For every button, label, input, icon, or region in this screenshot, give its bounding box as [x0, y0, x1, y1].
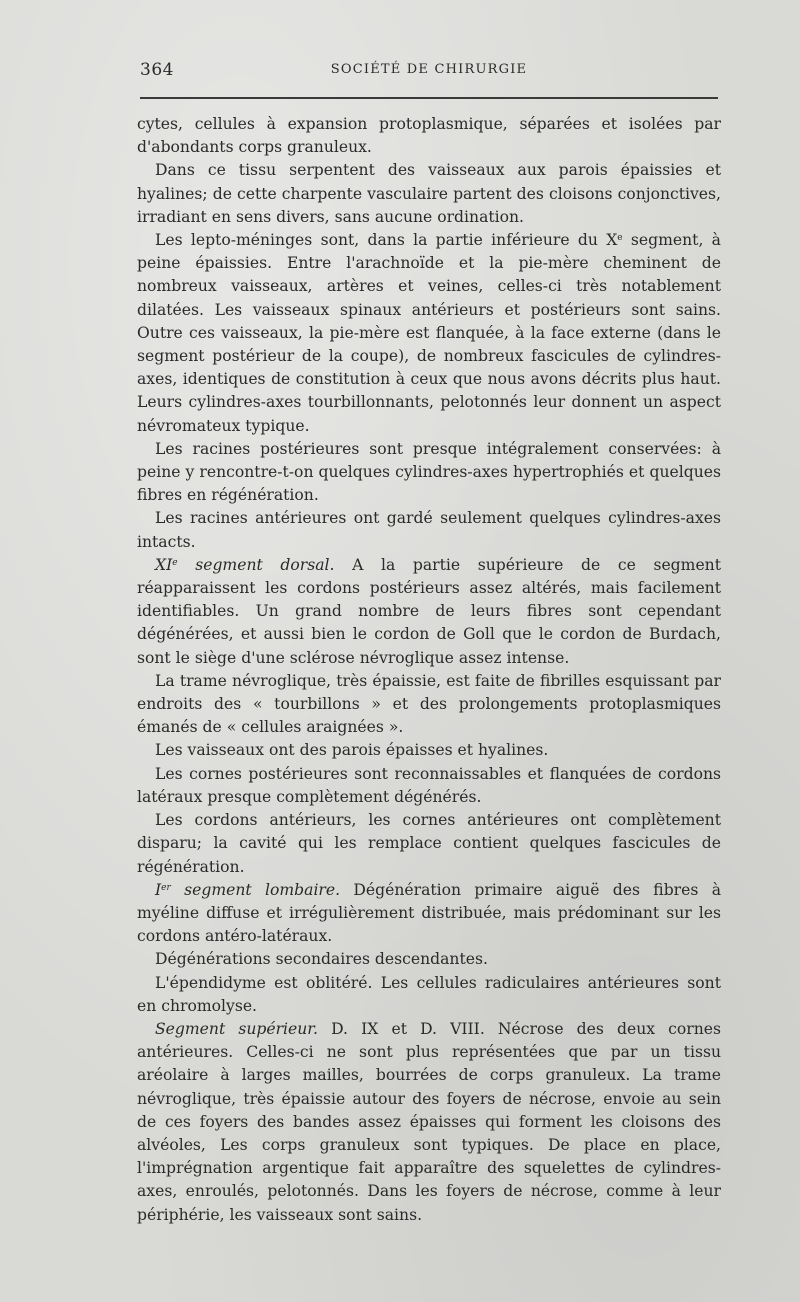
paragraph: Les racines postérieures sont presque intégralement conservées: à peine y rencontre-t-on quelques cylindres-axes hypertrophiés et quelques fibres en régénération. — [137, 439, 721, 505]
paragraph: cytes, cellules à expansion protoplasmique, séparées et isolées par d'abondants corps granuleux. — [137, 115, 721, 157]
section-numeral: XI — [155, 555, 173, 574]
section-title — [155, 556, 334, 574]
paragraph-text: Dégénération primaire aiguë des fibres à myéline diffuse et irrégulièrement distribuée, mais prédominant sur les cordons antéro-latéraux. — [137, 880, 721, 946]
paragraph-text: segment, à peine épaissies. Entre l'arachnoïde et la pie-mère cheminent de nombreux vaisseaux, artères et veines, celles-ci très notablement dilatées. Les vaisseaux spinaux antérieurs et postérieurs sont sains. Outre ces vaisseaux, la pie-mère est flanquée, à la face externe (dans le segment postérieur de la coupe), de nombreux fascicules de cylindres-axes, identiques de constitution à ceux que nous avons décrits plus haut. Leurs cylindres-axes tourbillonnants, pelotonnés leur donnent un aspect névromateux typique. — [137, 231, 721, 435]
running-head: SOCIÉTÉ DE CHIRURGIE — [330, 62, 528, 77]
section-numeral: I — [155, 880, 162, 899]
superscript: er — [161, 882, 171, 893]
paragraph: Les racines antérieures ont gardé seulement quelques cylindres-axes intacts. — [137, 509, 721, 551]
superscript: e — [617, 233, 623, 244]
paragraph: Dégénérations secondaires descendantes. — [155, 950, 488, 969]
paragraph-text: Les lepto-méninges sont, dans la partie inférieure du X — [155, 231, 618, 250]
paragraph: Dans ce tissu serpentent des vaisseaux aux parois épaissies et hyalines; de cette charpente vasculaire partent des cloisons conjonctives, irradiant en sens divers, sans aucune ordination. — [137, 161, 721, 226]
paragraph — [137, 879, 721, 949]
paragraph — [137, 229, 721, 438]
paragraph-text: D. IX et D. VIII. Nécrose des deux cornes antérieures. Celles-ci ne sont plus représentées que par un tissu aréolaire à larges mailles, bourrées de corps granuleux. La trame névroglique, très épaissie autour des foyers de nécrose, envoie au sein de ces foyers des bandes assez épaisses qui forment les cloisons des alvéoles, Les corps granuleux sont typiques. De place en place, l'imprégnation argentique fait apparaître des squelettes de cylindres-axes, enroulés, pelotonnés. Dans les foyers de nécrose, comme à leur périphérie, les vaisseaux sont sains. — [137, 1019, 721, 1224]
paragraph — [137, 554, 721, 670]
paragraph: La trame névroglique, très épaissie, est faite de fibrilles esquissant par endroits des « tourbillons » et des prolongements protoplasmiques émanés de « cellules araignées ». — [137, 671, 721, 737]
paragraph: Les cornes postérieures sont reconnaissables et flanquées de cordons latéraux presque complètement dégénérés. — [137, 764, 721, 806]
page-header — [140, 58, 718, 84]
body-text — [137, 113, 721, 1227]
section-title-text: segment lombaire. — [170, 880, 341, 899]
section-title — [155, 881, 340, 899]
paragraph — [137, 1018, 721, 1227]
paragraph: L'épendidyme est oblitéré. Les cellules radiculaires antérieures sont en chromolyse. — [137, 973, 721, 1015]
paragraph-text: A la partie supérieure de ce segment réapparaissent les cordons postérieurs assez altérés, mais facilement identifiables. Un grand nombre de leurs fibres sont cependant dégénérées, et aussi bien le cordon de Goll que le cordon de Burdach, sont le siège d'une sclérose névroglique assez intense. — [137, 555, 721, 667]
paragraph: Les cordons antérieurs, les cornes antérieures ont complètement disparu; la cavité qui les remplace contient quelques fascicules de régénération. — [137, 811, 721, 876]
section-title-text: segment dorsal. — [177, 555, 335, 574]
paragraph: Les vaisseaux ont des parois épaisses et hyalines. — [155, 741, 549, 760]
section-title: Segment supérieur. — [155, 1019, 318, 1038]
header-rule — [140, 97, 718, 99]
page-number: 364 — [140, 60, 174, 80]
superscript: e — [172, 557, 178, 568]
